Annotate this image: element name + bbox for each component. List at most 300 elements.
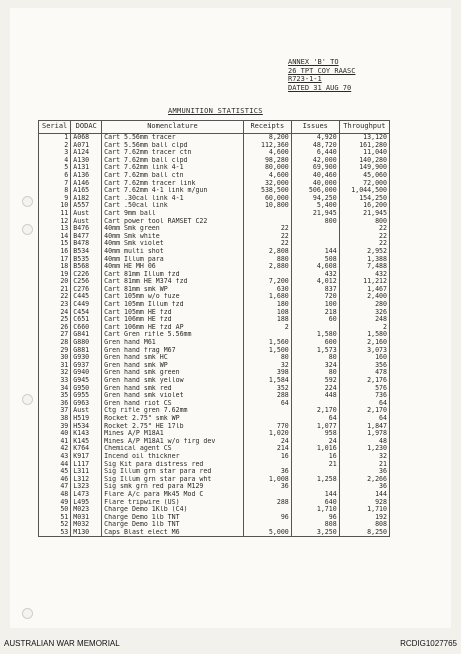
cell-dodac: A124 bbox=[71, 149, 102, 157]
cell-serial: 28 bbox=[39, 339, 71, 347]
cell-dodac: C660 bbox=[71, 324, 102, 332]
cell-issues: 1,580 bbox=[291, 331, 339, 339]
cell-dodac: M031 bbox=[71, 514, 102, 522]
cell-nomenclature: Gren hand smk yellow bbox=[102, 377, 244, 385]
cell-throughput: 36 bbox=[339, 483, 389, 491]
cell-throughput: 11,040 bbox=[339, 149, 389, 157]
cell-receipts: 36 bbox=[243, 483, 291, 491]
cell-throughput: 160 bbox=[339, 354, 389, 362]
cell-receipts: 8,200 bbox=[243, 134, 291, 142]
cell-issues: 69,900 bbox=[291, 164, 339, 172]
cell-receipts: 1,500 bbox=[243, 347, 291, 355]
cell-issues: 837 bbox=[291, 286, 339, 294]
cell-serial: 10 bbox=[39, 202, 71, 210]
cell-issues: 1,258 bbox=[291, 476, 339, 484]
cell-throughput: 154,250 bbox=[339, 195, 389, 203]
cell-throughput: 140,280 bbox=[339, 157, 389, 165]
cell-dodac: A146 bbox=[71, 180, 102, 188]
cell-serial: 44 bbox=[39, 461, 71, 469]
cell-issues: 40,460 bbox=[291, 172, 339, 180]
cell-dodac: A071 bbox=[71, 142, 102, 150]
cell-throughput: 22 bbox=[339, 240, 389, 248]
cell-serial: 48 bbox=[39, 491, 71, 499]
cell-serial: 53 bbox=[39, 529, 71, 537]
cell-throughput: 21 bbox=[339, 461, 389, 469]
cell-receipts: 1,020 bbox=[243, 430, 291, 438]
cell-dodac: C454 bbox=[71, 309, 102, 317]
cell-serial: 34 bbox=[39, 385, 71, 393]
cell-issues: 432 bbox=[291, 271, 339, 279]
cell-issues: 48,720 bbox=[291, 142, 339, 150]
cell-serial: 17 bbox=[39, 256, 71, 264]
cell-nomenclature: Gren hand frag M67 bbox=[102, 347, 244, 355]
cell-nomenclature: Gren hand smk violet bbox=[102, 392, 244, 400]
cell-nomenclature: Cart 5.56mm tracer bbox=[102, 134, 244, 142]
cell-serial: 4 bbox=[39, 157, 71, 165]
cell-issues: 2,170 bbox=[291, 407, 339, 415]
cell-receipts: 96 bbox=[243, 514, 291, 522]
cell-nomenclature: Flare tripwire (US) bbox=[102, 499, 244, 507]
cell-dodac: K764 bbox=[71, 445, 102, 453]
cell-throughput: 149,900 bbox=[339, 164, 389, 172]
cell-nomenclature: Rocket 2.75" smk WP bbox=[102, 415, 244, 423]
cell-serial: 22 bbox=[39, 293, 71, 301]
cell-nomenclature: 40mm Smk green bbox=[102, 225, 244, 233]
cell-serial: 6 bbox=[39, 172, 71, 180]
cell-serial: 19 bbox=[39, 271, 71, 279]
cell-issues: 6,440 bbox=[291, 149, 339, 157]
cell-nomenclature: Cart 81mm HE M374 fzd bbox=[102, 278, 244, 286]
cell-serial: 23 bbox=[39, 301, 71, 309]
cell-dodac: G881 bbox=[71, 347, 102, 355]
cell-serial: 16 bbox=[39, 248, 71, 256]
cell-dodac: G841 bbox=[71, 331, 102, 339]
cell-dodac: M023 bbox=[71, 506, 102, 514]
footer-record-id: RCDIG1027765 bbox=[400, 639, 457, 648]
cell-throughput: 48 bbox=[339, 438, 389, 446]
cell-receipts: 288 bbox=[243, 392, 291, 400]
cell-serial: 39 bbox=[39, 423, 71, 431]
cell-issues: 21 bbox=[291, 461, 339, 469]
cell-nomenclature: 40mm Smk violet bbox=[102, 240, 244, 248]
cell-serial: 24 bbox=[39, 309, 71, 317]
cell-serial: 14 bbox=[39, 233, 71, 241]
cell-issues: 592 bbox=[291, 377, 339, 385]
cell-serial: 52 bbox=[39, 521, 71, 529]
table-row bbox=[39, 514, 390, 522]
cell-dodac: K143 bbox=[71, 430, 102, 438]
cell-issues: 720 bbox=[291, 293, 339, 301]
table-row bbox=[39, 377, 390, 385]
cell-dodac: C256 bbox=[71, 278, 102, 286]
table-row bbox=[39, 529, 390, 537]
cell-dodac: A131 bbox=[71, 164, 102, 172]
cell-serial: 46 bbox=[39, 476, 71, 484]
cell-receipts: 770 bbox=[243, 423, 291, 431]
cell-nomenclature: 40mm HE MH 06 bbox=[102, 263, 244, 271]
table-header-row bbox=[39, 121, 390, 134]
cell-serial: 36 bbox=[39, 400, 71, 408]
cell-issues bbox=[291, 225, 339, 233]
cell-serial: 49 bbox=[39, 499, 71, 507]
table-row bbox=[39, 423, 390, 431]
cell-serial: 37 bbox=[39, 407, 71, 415]
table-row bbox=[39, 347, 390, 355]
cell-serial: 33 bbox=[39, 377, 71, 385]
cell-receipts: 398 bbox=[243, 369, 291, 377]
cell-dodac: L495 bbox=[71, 499, 102, 507]
cell-nomenclature: Gren hand smk HC bbox=[102, 354, 244, 362]
cell-nomenclature: Incend oil thickner bbox=[102, 453, 244, 461]
cell-throughput: 16,200 bbox=[339, 202, 389, 210]
cell-serial: 51 bbox=[39, 514, 71, 522]
cell-receipts: 98,280 bbox=[243, 157, 291, 165]
cell-issues: 224 bbox=[291, 385, 339, 393]
annex-line: R723-1-1 bbox=[288, 75, 322, 84]
cell-serial: 1 bbox=[39, 134, 71, 142]
cell-throughput: 36 bbox=[339, 468, 389, 476]
cell-nomenclature: Rocket 2.75" HE 17lb bbox=[102, 423, 244, 431]
cell-dodac: K145 bbox=[71, 438, 102, 446]
cell-receipts: 32,000 bbox=[243, 180, 291, 188]
cell-throughput: 2,176 bbox=[339, 377, 389, 385]
table-row bbox=[39, 316, 390, 324]
cell-throughput: 808 bbox=[339, 521, 389, 529]
cell-issues: 64 bbox=[291, 415, 339, 423]
cell-nomenclature: Ctg rifle gren 7.62mm bbox=[102, 407, 244, 415]
cell-dodac: C276 bbox=[71, 286, 102, 294]
cell-receipts: 10,800 bbox=[243, 202, 291, 210]
cell-throughput: 2 bbox=[339, 324, 389, 332]
cell-throughput: 11,212 bbox=[339, 278, 389, 286]
cell-nomenclature: 40mm Smk white bbox=[102, 233, 244, 241]
cell-dodac: B535 bbox=[71, 256, 102, 264]
cell-dodac: C449 bbox=[71, 301, 102, 309]
cell-issues: 448 bbox=[291, 392, 339, 400]
cell-serial: 38 bbox=[39, 415, 71, 423]
cell-serial: 31 bbox=[39, 362, 71, 370]
cell-serial: 9 bbox=[39, 195, 71, 203]
cell-issues: 808 bbox=[291, 521, 339, 529]
cell-issues: 1,710 bbox=[291, 506, 339, 514]
cell-issues: 324 bbox=[291, 362, 339, 370]
cell-throughput: 1,230 bbox=[339, 445, 389, 453]
cell-dodac: L323 bbox=[71, 483, 102, 491]
cell-nomenclature: Cart 81mm Illum fzd bbox=[102, 271, 244, 279]
column-header-nomenclature: Nomenclature bbox=[102, 121, 244, 134]
table-row bbox=[39, 354, 390, 362]
column-header-receipts: Receipts bbox=[243, 121, 291, 134]
table-row bbox=[39, 453, 390, 461]
cell-throughput: 736 bbox=[339, 392, 389, 400]
cell-issues: 144 bbox=[291, 248, 339, 256]
cell-throughput: 356 bbox=[339, 362, 389, 370]
cell-throughput: 326 bbox=[339, 309, 389, 317]
cell-serial: 32 bbox=[39, 369, 71, 377]
cell-throughput: 161,280 bbox=[339, 142, 389, 150]
cell-issues bbox=[291, 233, 339, 241]
cell-dodac: L473 bbox=[71, 491, 102, 499]
cell-throughput: 576 bbox=[339, 385, 389, 393]
table-row bbox=[39, 293, 390, 301]
table-row bbox=[39, 385, 390, 393]
cell-dodac: M032 bbox=[71, 521, 102, 529]
cell-dodac: H534 bbox=[71, 423, 102, 431]
cell-dodac: H519 bbox=[71, 415, 102, 423]
table-row bbox=[39, 301, 390, 309]
cell-serial: 25 bbox=[39, 316, 71, 324]
cell-issues: 640 bbox=[291, 499, 339, 507]
cell-nomenclature: Cart 7.62mm ball clpd bbox=[102, 157, 244, 165]
cell-throughput: 1,044,500 bbox=[339, 187, 389, 195]
cell-throughput: 13,120 bbox=[339, 134, 389, 142]
cell-receipts: 22 bbox=[243, 225, 291, 233]
cell-throughput: 1,467 bbox=[339, 286, 389, 294]
annex-line: DATED 31 AUG 70 bbox=[288, 83, 352, 92]
cell-throughput: 32 bbox=[339, 453, 389, 461]
cell-receipts: 538,500 bbox=[243, 187, 291, 195]
cell-serial: 13 bbox=[39, 225, 71, 233]
cell-serial: 12 bbox=[39, 218, 71, 226]
cell-throughput: 248 bbox=[339, 316, 389, 324]
cell-receipts: 22 bbox=[243, 240, 291, 248]
table-body bbox=[39, 134, 390, 537]
table-row bbox=[39, 476, 390, 484]
cell-throughput: 2,400 bbox=[339, 293, 389, 301]
cell-throughput: 280 bbox=[339, 301, 389, 309]
table-row bbox=[39, 362, 390, 370]
cell-throughput: 7,488 bbox=[339, 263, 389, 271]
cell-dodac: B476 bbox=[71, 225, 102, 233]
cell-serial: 43 bbox=[39, 453, 71, 461]
cell-receipts: 2,808 bbox=[243, 248, 291, 256]
cell-throughput: 1,710 bbox=[339, 506, 389, 514]
cell-nomenclature: Cart 7.62mm tracer ctn bbox=[102, 149, 244, 157]
cell-issues: 508 bbox=[291, 256, 339, 264]
table-row bbox=[39, 210, 390, 218]
cell-dodac: C445 bbox=[71, 293, 102, 301]
cell-nomenclature: Sig Kit para distress red bbox=[102, 461, 244, 469]
cell-throughput: 22 bbox=[339, 225, 389, 233]
punch-hole bbox=[22, 224, 33, 235]
cell-nomenclature: Flare A/c para Mk45 Mod C bbox=[102, 491, 244, 499]
cell-nomenclature: Cart 7.62mm ball ctn bbox=[102, 172, 244, 180]
cell-nomenclature: Cart .50cal link bbox=[102, 202, 244, 210]
cell-nomenclature: Cart .30cal link 4-1 bbox=[102, 195, 244, 203]
cell-nomenclature: Cart 106mm HE fzd AP bbox=[102, 324, 244, 332]
cell-nomenclature: Cart power tool RAMSET C22 bbox=[102, 218, 244, 226]
column-header-issues: Issues bbox=[291, 121, 339, 134]
cell-throughput: 432 bbox=[339, 271, 389, 279]
cell-receipts: 288 bbox=[243, 499, 291, 507]
cell-dodac: G880 bbox=[71, 339, 102, 347]
table-row bbox=[39, 240, 390, 248]
punch-hole bbox=[22, 608, 33, 619]
cell-issues: 958 bbox=[291, 430, 339, 438]
cell-serial: 8 bbox=[39, 187, 71, 195]
table-row bbox=[39, 506, 390, 514]
cell-serial: 29 bbox=[39, 347, 71, 355]
cell-receipts: 32 bbox=[243, 362, 291, 370]
cell-dodac: G963 bbox=[71, 400, 102, 408]
cell-issues: 24 bbox=[291, 438, 339, 446]
cell-receipts: 630 bbox=[243, 286, 291, 294]
cell-nomenclature: Chemical agent CS bbox=[102, 445, 244, 453]
cell-issues: 4,608 bbox=[291, 263, 339, 271]
footer-source: AUSTRALIAN WAR MEMORIAL bbox=[4, 639, 120, 648]
cell-serial: 5 bbox=[39, 164, 71, 172]
cell-receipts: 80 bbox=[243, 354, 291, 362]
cell-dodac: G955 bbox=[71, 392, 102, 400]
cell-dodac: L117 bbox=[71, 461, 102, 469]
cell-receipts: 22 bbox=[243, 233, 291, 241]
cell-nomenclature: Cart Gren rifle 5.56mm bbox=[102, 331, 244, 339]
cell-dodac: B478 bbox=[71, 240, 102, 248]
cell-throughput: 22 bbox=[339, 233, 389, 241]
cell-receipts: 1,560 bbox=[243, 339, 291, 347]
cell-receipts: 1,584 bbox=[243, 377, 291, 385]
cell-receipts: 352 bbox=[243, 385, 291, 393]
cell-receipts: 24 bbox=[243, 438, 291, 446]
cell-issues: 5,400 bbox=[291, 202, 339, 210]
cell-receipts: 880 bbox=[243, 256, 291, 264]
cell-nomenclature: Gren hand smk red bbox=[102, 385, 244, 393]
cell-dodac: G950 bbox=[71, 385, 102, 393]
cell-receipts: 2,880 bbox=[243, 263, 291, 271]
cell-issues: 800 bbox=[291, 218, 339, 226]
cell-dodac: L312 bbox=[71, 476, 102, 484]
cell-nomenclature: Sig Illum grn star para red bbox=[102, 468, 244, 476]
cell-receipts: 1,680 bbox=[243, 293, 291, 301]
cell-issues: 40,000 bbox=[291, 180, 339, 188]
cell-issues: 4,012 bbox=[291, 278, 339, 286]
cell-receipts: 64 bbox=[243, 400, 291, 408]
cell-receipts: 36 bbox=[243, 468, 291, 476]
cell-throughput: 64 bbox=[339, 415, 389, 423]
cell-serial: 15 bbox=[39, 240, 71, 248]
cell-receipts: 60,000 bbox=[243, 195, 291, 203]
table-row bbox=[39, 286, 390, 294]
cell-nomenclature: Caps Blast elect M6 bbox=[102, 529, 244, 537]
cell-dodac: B534 bbox=[71, 248, 102, 256]
cell-throughput: 2,266 bbox=[339, 476, 389, 484]
cell-throughput: 1,580 bbox=[339, 331, 389, 339]
table-row bbox=[39, 225, 390, 233]
cell-nomenclature: Charge Demo 1lb TNT bbox=[102, 514, 244, 522]
cell-nomenclature: Sig smk grn red para M129 bbox=[102, 483, 244, 491]
table-row bbox=[39, 491, 390, 499]
cell-serial: 50 bbox=[39, 506, 71, 514]
cell-throughput: 1,388 bbox=[339, 256, 389, 264]
cell-dodac: G940 bbox=[71, 369, 102, 377]
cell-dodac: A182 bbox=[71, 195, 102, 203]
cell-nomenclature: Cart 7.62mm 4-1 link m/gun bbox=[102, 187, 244, 195]
cell-throughput: 2,170 bbox=[339, 407, 389, 415]
cell-serial: 2 bbox=[39, 142, 71, 150]
cell-dodac: Aust bbox=[71, 218, 102, 226]
document-title: AMMUNITION STATISTICS bbox=[168, 107, 263, 115]
punch-hole bbox=[22, 196, 33, 207]
cell-dodac: G945 bbox=[71, 377, 102, 385]
cell-nomenclature: 40mm Illum para bbox=[102, 256, 244, 264]
cell-dodac: A068 bbox=[71, 134, 102, 142]
cell-dodac: G937 bbox=[71, 362, 102, 370]
cell-issues: 144 bbox=[291, 491, 339, 499]
cell-receipts: 2 bbox=[243, 324, 291, 332]
cell-dodac: A165 bbox=[71, 187, 102, 195]
cell-serial: 18 bbox=[39, 263, 71, 271]
table-row bbox=[39, 392, 390, 400]
cell-receipts: 4,600 bbox=[243, 172, 291, 180]
cell-nomenclature: Gren hand smk green bbox=[102, 369, 244, 377]
cell-receipts: 5,000 bbox=[243, 529, 291, 537]
cell-nomenclature: Sig Illum grn star para wht bbox=[102, 476, 244, 484]
table-row bbox=[39, 369, 390, 377]
cell-nomenclature: Cart 7.62mm tracer link bbox=[102, 180, 244, 188]
cell-issues: 21,945 bbox=[291, 210, 339, 218]
cell-nomenclature: Cart 106mm HE fzd bbox=[102, 316, 244, 324]
cell-throughput: 2,160 bbox=[339, 339, 389, 347]
annex-line: 26 TPT COY RAASC bbox=[288, 66, 356, 75]
cell-receipts bbox=[243, 210, 291, 218]
table-row bbox=[39, 461, 390, 469]
cell-serial: 35 bbox=[39, 392, 71, 400]
cell-dodac: M130 bbox=[71, 529, 102, 537]
cell-throughput: 800 bbox=[339, 218, 389, 226]
cell-dodac: C651 bbox=[71, 316, 102, 324]
table-row bbox=[39, 309, 390, 317]
table-row bbox=[39, 445, 390, 453]
cell-nomenclature: Gren hand riot CS bbox=[102, 400, 244, 408]
column-header-serial: Serial bbox=[39, 121, 71, 134]
cell-dodac: A136 bbox=[71, 172, 102, 180]
cell-issues: 60 bbox=[291, 316, 339, 324]
cell-receipts: 7,200 bbox=[243, 278, 291, 286]
cell-throughput: 1,847 bbox=[339, 423, 389, 431]
cell-serial: 40 bbox=[39, 430, 71, 438]
cell-issues: 506,000 bbox=[291, 187, 339, 195]
cell-serial: 7 bbox=[39, 180, 71, 188]
cell-dodac: L311 bbox=[71, 468, 102, 476]
cell-issues: 80 bbox=[291, 369, 339, 377]
cell-serial: 26 bbox=[39, 324, 71, 332]
cell-serial: 47 bbox=[39, 483, 71, 491]
cell-throughput: 1,978 bbox=[339, 430, 389, 438]
cell-issues: 3,250 bbox=[291, 529, 339, 537]
cell-dodac: Aust bbox=[71, 407, 102, 415]
cell-throughput: 45,060 bbox=[339, 172, 389, 180]
cell-serial: 11 bbox=[39, 210, 71, 218]
cell-nomenclature: Cart 105mm HE fzd bbox=[102, 309, 244, 317]
cell-nomenclature: Cart 9mm ball bbox=[102, 210, 244, 218]
cell-serial: 21 bbox=[39, 286, 71, 294]
cell-throughput: 8,250 bbox=[339, 529, 389, 537]
cell-throughput: 21,945 bbox=[339, 210, 389, 218]
cell-receipts: 108 bbox=[243, 309, 291, 317]
cell-nomenclature: Cart 7.62mm link 4-1 bbox=[102, 164, 244, 172]
cell-nomenclature: Cart 105mm w/o fuze bbox=[102, 293, 244, 301]
cell-issues: 600 bbox=[291, 339, 339, 347]
cell-issues: 100 bbox=[291, 301, 339, 309]
cell-receipts: 80,000 bbox=[243, 164, 291, 172]
cell-receipts: 1,008 bbox=[243, 476, 291, 484]
cell-throughput: 928 bbox=[339, 499, 389, 507]
cell-issues: 80 bbox=[291, 354, 339, 362]
cell-dodac: A130 bbox=[71, 157, 102, 165]
cell-dodac: A557 bbox=[71, 202, 102, 210]
cell-receipts: 180 bbox=[243, 301, 291, 309]
cell-serial: 30 bbox=[39, 354, 71, 362]
